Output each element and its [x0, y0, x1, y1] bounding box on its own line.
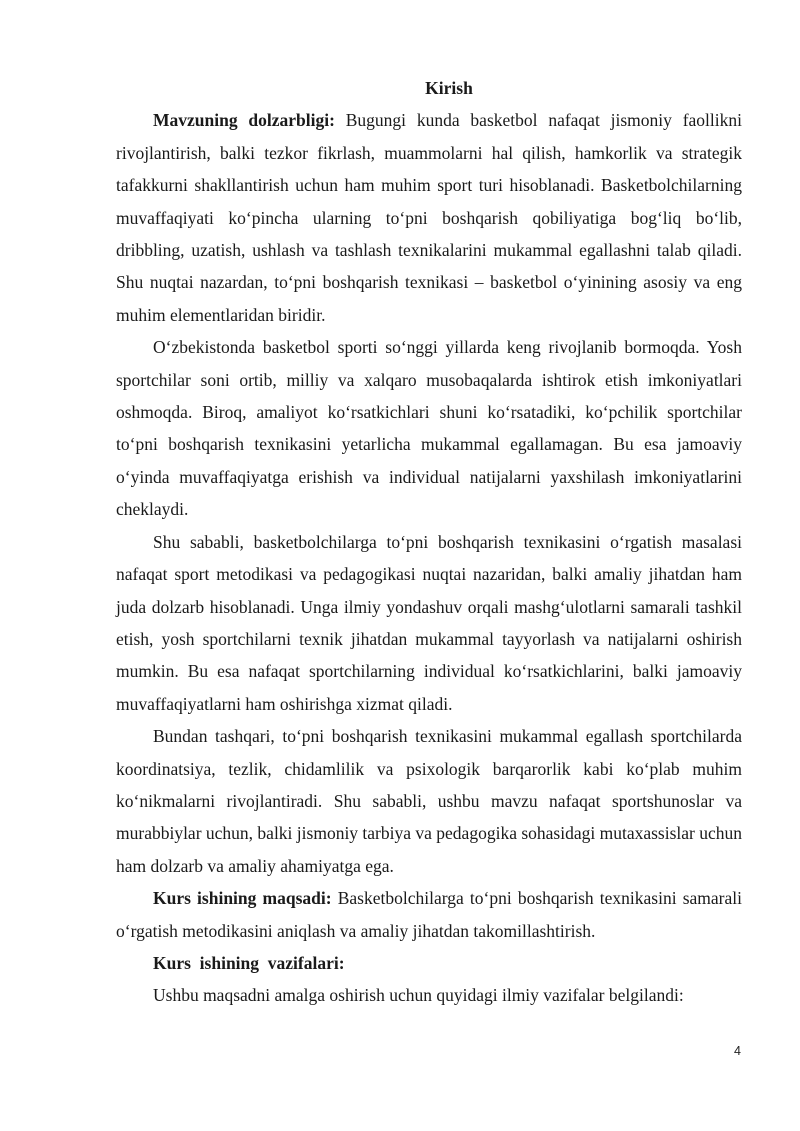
paragraph-text: Oʻzbekistonda basketbol sporti soʻnggi yillarda keng rivojlanib bormoqda. Yosh sportchilar soni ortib, milliy va xalqaro musobaqalarda ishtirok etish imkoniyatlari oshmoqda. Biroq, amaliyot koʻrsatkichlari shuni koʻrsatadiki, koʻpchilik sportchilar toʻpni boshqarish texnikasini yetarlicha mukammal egallamagan. Bu esa jamoaviy oʻyinda muvaffaqiyatga erishish va individual natijalarni yaxshilash imkoniyatlarini cheklaydi. [116, 337, 742, 520]
document-page [116, 72, 742, 1012]
paragraph-tasks-intro [116, 979, 742, 1011]
paragraph-goal [116, 882, 742, 947]
paragraph-moreover [116, 720, 742, 882]
paragraph-lead: Kurs ishining vazifalari: [153, 952, 345, 973]
paragraph-uzbekistan [116, 331, 742, 525]
paragraph-text: Bundan tashqari, toʻpni boshqarish texnikasini mukammal egallash sportchilarda koordinatsiya, tezlik, chidamlilik va psixologik barqarorlik kabi koʻplab muhim koʻnikmalarni rivojlantiradi. Shu sababli, ushbu mavzu nafaqat sportshunoslar va murabbiylar uchun, balki jismoniy tarbiya va pedagogika sohasidagi mutaxassislar uchun ham dolzarb va amaliy ahamiyatga ega. [116, 726, 742, 876]
paragraph-text: Bugungi kunda basketbol nafaqat jismoniy faollikni rivojlantirish, balki tezkor fikrlash, muammolarni hal qilish, hamkorlik va strategik tafakkurni shakllantirish uchun ham muhim sport turi hisoblanadi. Basketbolchilarning muvaffaqiyati koʻpincha ularning toʻpni boshqarish qobiliyatiga bogʻliq boʻlib, dribbling, uzatish, ushlash va tashlash texnikalarini mukammal egallashni talab qiladi. Shu nuqtai nazardan, toʻpni boshqarish texnikasi – basketbol oʻyinining asosiy va eng muhim elementlaridan biridir. [116, 110, 742, 325]
paragraph-text: Basketbolchilarga toʻpni boshqarish texnikasini samarali oʻrgatish metodikasini aniqlash va amaliy jihatdan takomillashtirish. [116, 888, 743, 941]
section-heading: Kirish [425, 78, 473, 98]
paragraph-text: Shu sababli, basketbolchilarga toʻpni boshqarish texnikasini oʻrgatish masalasi nafaqat sport metodikasi va pedagogikasi nuqtai nazaridan, balki amaliy jihatdan ham juda dolzarb hisoblanadi. Unga ilmiy yondashuv orqali mashgʻulotlarni samarali tashkil etish, yosh sportchilarni texnik jihatdan mukammal tayyorlash va natijalarni oshirish mumkin. Bu esa nafaqat sportchilarning individual koʻrsatkichlarini, balki jamoaviy muvaffaqiyatlarni ham oshirishga xizmat qiladi. [116, 531, 742, 714]
page-number: 4 [734, 1044, 741, 1058]
paragraph-text: Ushbu maqsadni amalga oshirish uchun quyidagi ilmiy vazifalar belgilandi: [153, 985, 684, 1006]
paragraph-relevance [116, 104, 742, 331]
paragraph-lead: Kurs ishining maqsadi: [153, 888, 332, 909]
paragraph-lead: Mavzuning dolzarbligi: [153, 110, 335, 131]
paragraph-tasks-heading [116, 947, 742, 979]
paragraph-therefore [116, 526, 742, 720]
